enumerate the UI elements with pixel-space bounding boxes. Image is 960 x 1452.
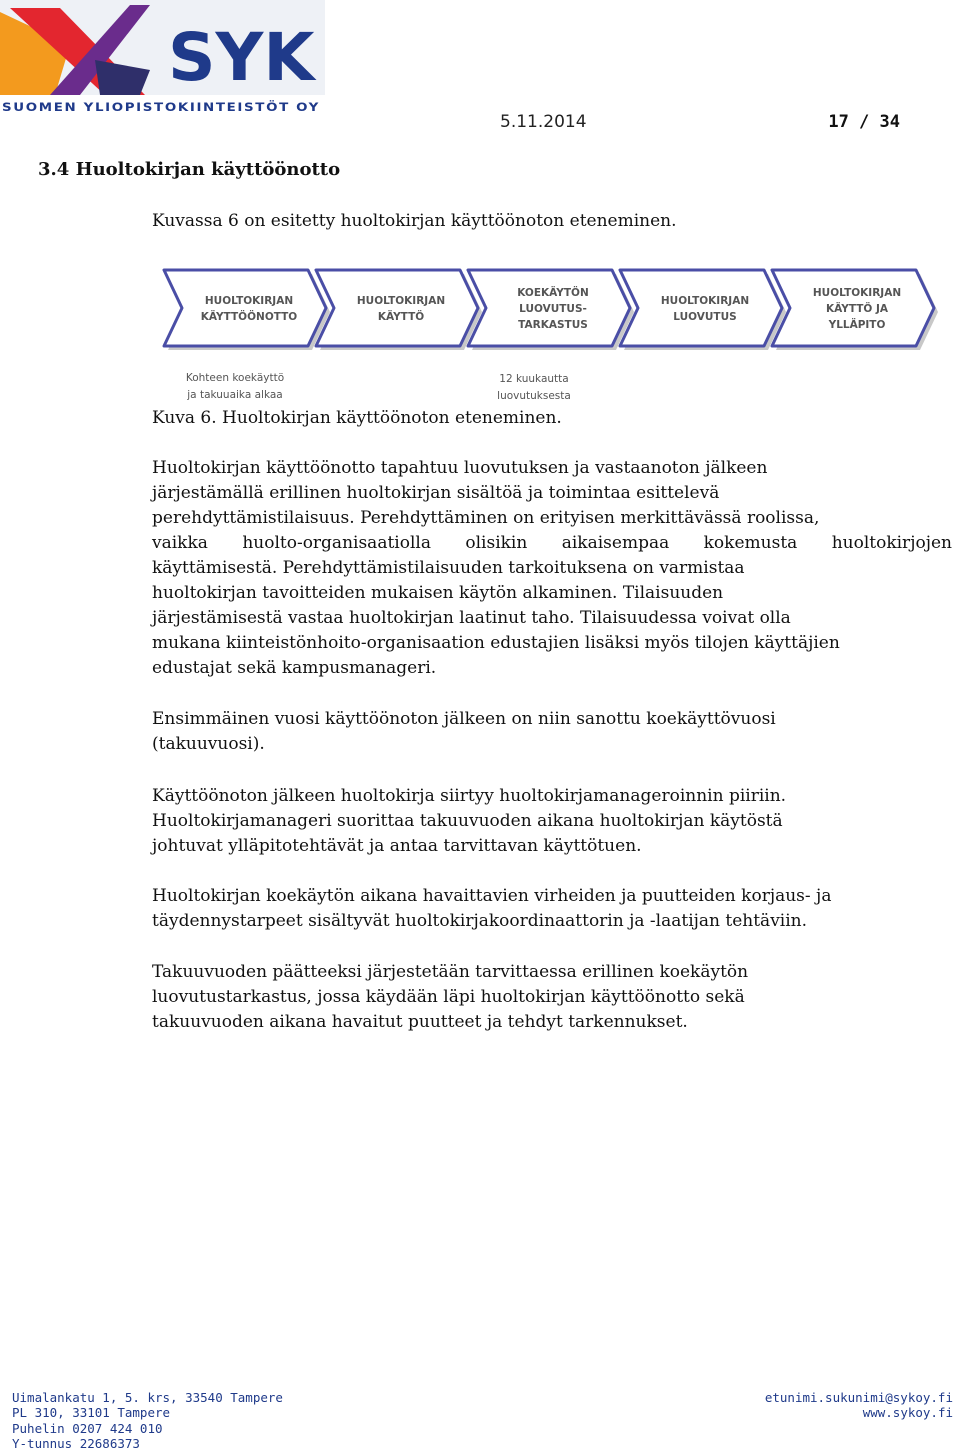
step-arrow	[620, 270, 782, 346]
step-arrow	[316, 270, 478, 346]
footer-website: www.sykoy.fi	[862, 1405, 953, 1421]
paragraph-trial-year	[152, 707, 952, 757]
text-line: johtuvat ylläpitotehtävät ja antaa tarvittavan käyttötuen.	[152, 836, 642, 856]
footer-address	[12, 1390, 283, 1451]
paragraph-management	[152, 784, 952, 859]
text-line: Huoltokirjamanageri suorittaa takuuvuoden aikana huoltokirjan käytöstä	[152, 811, 783, 831]
step-label: KÄYTTÖ JA	[825, 303, 889, 315]
text-line: edustajat sekä kampusmanageri.	[152, 658, 437, 678]
timeline-note: ja takuuaika alkaa	[187, 389, 283, 401]
footer-email: etunimi.sukunimi@sykoy.fi	[764, 1390, 953, 1405]
step-label: YLLÄPITO	[828, 319, 886, 331]
text-word: huolto-organisaatiolla	[242, 533, 431, 553]
paragraph-inspection	[152, 960, 952, 1035]
text-word: olisikin	[465, 533, 528, 553]
logo-subtitle: SUOMEN YLIOPISTOKIINTEISTÖT OY	[2, 100, 276, 114]
step-label: KOEKÄYTÖN	[517, 287, 589, 299]
logo-title: SYK	[168, 19, 315, 96]
footer-postal-address: PL 310, 33101 Tampere	[12, 1405, 171, 1421]
section-title: 3.4 Huoltokirjan käyttöönotto	[38, 159, 341, 180]
company-logo	[0, 0, 330, 116]
timeline-note: luovutuksesta	[497, 390, 571, 402]
footer-phone: Puhelin 0207 424 010	[12, 1420, 163, 1436]
text-line: Takuuvuoden päätteeksi järjestetään tarvittaessa erillinen koekäytön	[152, 962, 749, 982]
process-diagram	[160, 264, 950, 409]
text-line: Huoltokirjan koekäytön aikana havaittavien virheiden ja puutteiden korjaus- ja	[152, 886, 832, 906]
text-line: huoltokirjan tavoitteiden mukaisen käytön alkaminen. Tilaisuuden	[152, 583, 724, 603]
text-line: järjestämisestä vastaa huoltokirjan laatinut taho. Tilaisuudessa voivat olla	[152, 608, 791, 628]
text-line: käyttämisestä. Perehdyttämistilaisuuden tarkoituksena on varmistaa	[152, 558, 745, 578]
text-word: huoltokirjojen	[831, 533, 952, 553]
text-line: perehdyttämistilaisuus. Perehdyttäminen on erityisen merkittävässä roolissa,	[152, 508, 820, 528]
step-label: LUOVUTUS-	[519, 303, 587, 315]
step-label: HUOLTOKIRJAN	[660, 295, 750, 307]
text-line: täydennystarpeet sisältyvät huoltokirjakoordinaattorin ja -laatijan tehtäviin.	[152, 911, 808, 931]
step-label: KÄYTTÖ	[377, 311, 425, 323]
text-word: vaikka	[152, 533, 208, 553]
text-line: luovutustarkastus, jossa käydään läpi huoltokirjan käyttöönotto sekä	[152, 987, 745, 1007]
text-word: aikaisempaa	[561, 533, 670, 553]
document-date: 5.11.2014	[500, 112, 587, 132]
footer-contact	[765, 1390, 953, 1421]
step-label: HUOLTOKIRJAN	[204, 295, 294, 307]
text-word: kokemusta	[703, 533, 798, 553]
paragraph-corrections	[152, 884, 952, 934]
text-line: Huoltokirjan käyttöönotto tapahtuu luovutuksen ja vastaanoton jälkeen	[152, 458, 768, 478]
step-label: TARKASTUS	[518, 319, 588, 331]
process-diagram-svg	[160, 264, 950, 409]
step-arrow	[164, 270, 326, 346]
logo-graphic	[0, 0, 330, 116]
text-line: takuuvuoden aikana havaitut puutteet ja tehdyt tarkennukset.	[152, 1012, 688, 1032]
text-line: Käyttöönoton jälkeen huoltokirja siirtyy huoltokirjamanageroinnin piiriin.	[152, 786, 787, 806]
footer-street-address: Uimalankatu 1, 5. krs, 33540 Tampere	[12, 1390, 283, 1405]
page-number: 17 / 34	[828, 112, 900, 132]
text-line: mukana kiinteistönhoito-organisaation edustajien lisäksi myös tilojen käyttäjien	[152, 633, 840, 653]
paragraph-orientation	[152, 456, 952, 681]
text-line: järjestämällä erillinen huoltokirjan sisältöä ja toimintaa esittelevä	[152, 483, 720, 503]
step-label: LUOVUTUS	[673, 311, 737, 323]
text-line	[152, 531, 952, 556]
step-label: HUOLTOKIRJAN	[812, 287, 902, 299]
footer-business-id: Y-tunnus 22686373	[12, 1435, 140, 1451]
step-label: HUOLTOKIRJAN	[356, 295, 446, 307]
text-line: (takuuvuosi).	[152, 734, 265, 754]
timeline-note: 12 kuukautta	[499, 373, 569, 385]
figure-caption: Kuva 6. Huoltokirjan käyttöönoton eteneminen.	[152, 408, 562, 428]
step-label: KÄYTTÖÖNOTTO	[200, 311, 298, 323]
text-line: Ensimmäinen vuosi käyttöönoton jälkeen on niin sanottu koekäyttövuosi	[152, 709, 776, 729]
intro-paragraph: Kuvassa 6 on esitetty huoltokirjan käyttöönoton eteneminen.	[152, 211, 677, 231]
timeline-note: Kohteen koekäyttö	[185, 372, 285, 384]
